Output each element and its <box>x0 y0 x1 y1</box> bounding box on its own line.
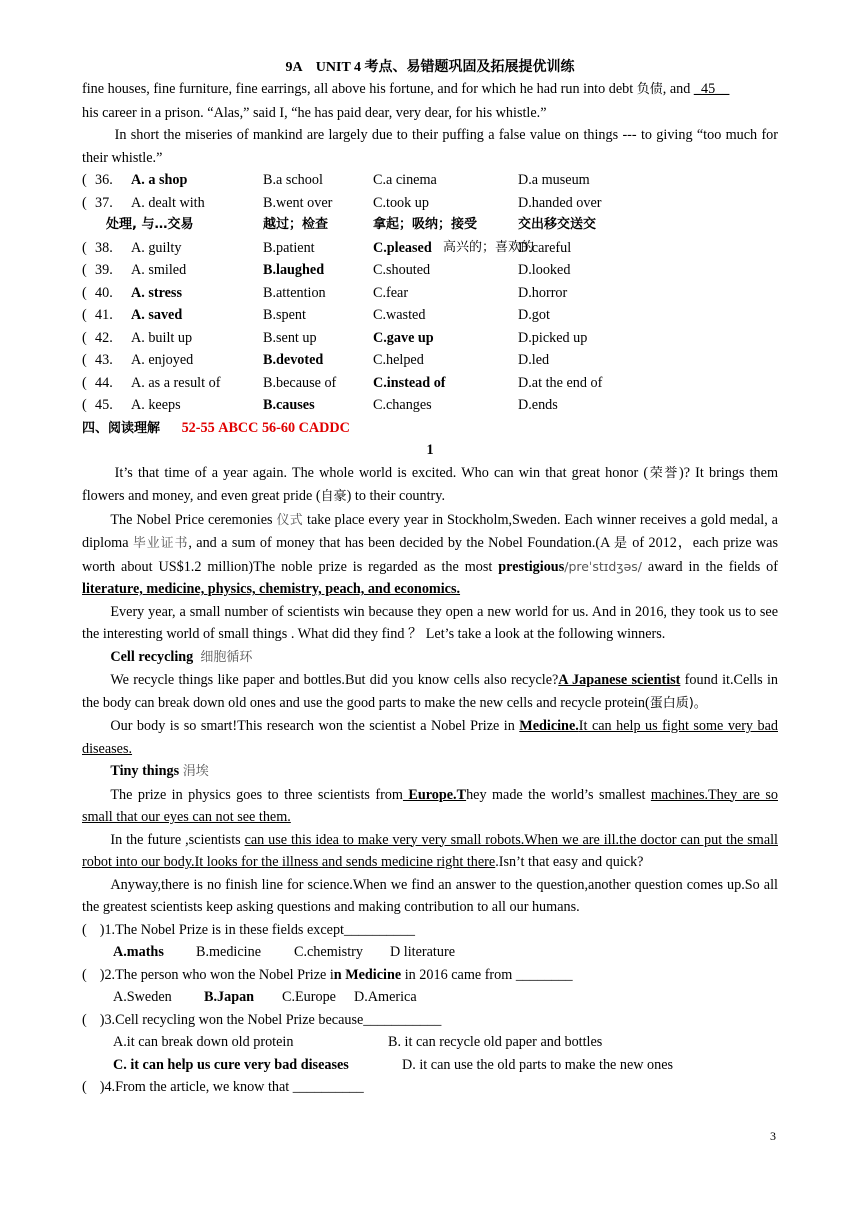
option-d: D.picked up <box>518 329 588 346</box>
cloze-question <box>82 282 778 305</box>
intro-line-2: his career in a prison. “Alas,” said I, “he has paid dear, very dear, for his whistle.” <box>82 104 547 121</box>
passage-number: 1 <box>426 442 434 458</box>
passage-paragraph-6: The prize in physics goes to three scientists from Europe.They made the world’s smallest machines.They are so small that our eyes can not see them. <box>82 786 778 825</box>
passage-paragraph-2: The Nobel Price ceremonies 仪式 take place every year in Stockholm,Sweden. Each winner receives a gold medal, a diploma 毕业证书, and a sum of money that has been decided by the Nobel Foundation.(A 是 of 2012，each prize was worth about US$1.2 million)The noble prize is regarded as the most prestigious/preˈstɪdʒəs/ award in the fields of literature, medicine, physics, chemistry, peach, and economics. <box>82 511 778 597</box>
option-c: C.shouted <box>373 262 431 278</box>
option-note: 高兴的；喜欢的 <box>443 239 535 255</box>
option-d: D.horror <box>518 284 568 301</box>
question-1-options: A.maths B.medicine C.chemistry D literature <box>113 944 455 960</box>
cloze-37-notes <box>82 214 778 237</box>
page-number: 3 <box>770 1129 776 1143</box>
answer-key: 52-55 ABCC 56-60 CADDC <box>181 419 350 436</box>
note-d: 交出移交送交 <box>518 217 597 232</box>
question-number: 36. <box>95 172 113 188</box>
option-b: B.spent <box>263 307 306 323</box>
note-b: 越过；检查 <box>263 217 329 232</box>
option-a: A. stress <box>131 284 182 301</box>
heading-cell-recycling: Cell recycling 细胞循环 <box>110 648 253 665</box>
question-number: 42. <box>95 329 113 346</box>
question-number: 40. <box>95 284 113 301</box>
option-b: B.attention <box>263 284 326 301</box>
question-3-options-1: A.it can break down old protein B. it can recycle old paper and bottles <box>113 1034 603 1050</box>
answer-paren: ( <box>82 352 87 368</box>
option-b: B.went over <box>263 194 333 211</box>
option-a: A. smiled <box>131 262 187 278</box>
answer-paren: ( <box>82 374 87 391</box>
question-2: ( )2.The person who won the Nobel Prize in Medicine in 2016 came from ________ <box>82 966 573 983</box>
passage-paragraph-7: In the future ,scientists can use this idea to make very very small robots.When we are ill.the doctor can put the small robot into our body.It looks for the illness and sends medicine right there.Isn’t that easy and quick? <box>82 831 778 870</box>
answer-paren: ( <box>82 262 87 278</box>
intro-line-1: fine houses, fine furniture, fine earrings, all above his fortune, and for which he had run into debt 负债, and _45__ <box>82 81 730 97</box>
option-a: A. guilty <box>131 239 182 256</box>
option-a: A. as a result of <box>131 374 221 391</box>
option-a: A. dealt with <box>131 194 205 211</box>
passage-paragraph-8: Anyway,there is no finish line for science.When we find an answer to the question,another question comes up.So all the greatest scientists keep asking questions and making contribution to all our humans. <box>82 876 778 915</box>
passage-paragraph-1: It’s that time of a year again. The whole world is excited. Who can win that great honor (荣誉)? It brings them flowers and money, and even great pride (自豪) to their country. <box>82 464 778 504</box>
option-a: A. saved <box>131 307 183 323</box>
question-number: 44. <box>95 374 113 391</box>
question-number: 37. <box>95 194 113 211</box>
option-d: D.got <box>518 307 550 323</box>
heading-tiny-things: Tiny things 涓埃 <box>110 763 209 779</box>
question-number: 45. <box>95 397 113 413</box>
answer-paren: ( <box>82 397 87 413</box>
option-b: B.a school <box>263 172 323 188</box>
answer-paren: ( <box>82 239 87 256</box>
option-b: B.patient <box>263 239 315 256</box>
section-header: 四、阅读理解 52-55 ABCC 56-60 CADDC <box>82 419 350 436</box>
question-number: 39. <box>95 262 113 278</box>
cloze-question <box>82 169 778 192</box>
passage-paragraph-5: Our body is so smart!This research won the scientist a Nobel Prize in Medicine.It can help us fight some very bad diseases. <box>82 718 778 757</box>
document-page <box>82 58 778 1099</box>
passage-paragraph-3: Every year, a small number of scientists win because they open a new world for us. And in 2016, they took us to see the interesting world of small things . What did they find ？ Let’s take a look at the following winners. <box>82 603 778 642</box>
cloze-question <box>82 349 778 372</box>
page-title: 9A UNIT 4 考点、易错题巩固及拓展提优训练 <box>285 60 575 75</box>
question-number: 43. <box>95 352 113 368</box>
answer-blank-45: _45__ <box>693 81 730 97</box>
option-b: B.because of <box>263 374 337 391</box>
option-d: D.a museum <box>518 172 590 188</box>
question-1: ( )1.The Nobel Prize is in these fields except__________ <box>82 921 415 938</box>
question-number: 38. <box>95 239 113 256</box>
option-a: A. a shop <box>131 172 188 188</box>
option-d: D.at the end of <box>518 374 603 391</box>
intro-paragraph-2: In short the miseries of mankind are largely due to their puffing a false value on things --- to giving “too much for their whistle.” <box>82 127 778 166</box>
cloze-question <box>82 304 778 327</box>
answer-paren: ( <box>82 284 87 301</box>
option-d: D.led <box>518 352 550 368</box>
question-number: 41. <box>95 307 113 323</box>
option-c: C.took up <box>373 194 429 211</box>
note-a: 处理, 与…交易 <box>106 217 194 232</box>
question-4: ( )4.From the article, we know that __________ <box>82 1079 364 1095</box>
option-b: B.devoted <box>263 352 324 368</box>
option-d: D.looked <box>518 262 571 278</box>
option-a: A. enjoyed <box>131 352 194 368</box>
option-b: B.laughed <box>263 262 325 278</box>
option-c: C.gave up <box>373 329 434 346</box>
answer-paren: ( <box>82 329 87 346</box>
question-3: ( )3.Cell recycling won the Nobel Prize because___________ <box>82 1011 442 1028</box>
option-c: C.fear <box>373 284 409 301</box>
option-c: C.a cinema <box>373 172 437 188</box>
cloze-question <box>82 327 778 350</box>
cloze-options <box>82 169 778 417</box>
option-d: D.handed over <box>518 194 602 211</box>
answer-paren: ( <box>82 307 87 323</box>
cloze-question <box>82 394 778 417</box>
option-d: D.ends <box>518 397 558 413</box>
question-2-options: A.Sweden B.Japan C.Europe D.America <box>113 989 417 1005</box>
cloze-question <box>82 259 778 282</box>
answer-paren: ( <box>82 172 87 188</box>
option-c: C.helped <box>373 352 424 368</box>
option-b: B.causes <box>263 397 315 413</box>
cloze-question <box>82 192 778 215</box>
option-c: C.pleased <box>373 239 432 256</box>
prize-fields: literature, medicine, physics, chemistry, peach, and economics. <box>82 581 461 597</box>
question-3-options-2: C. it can help us cure very bad diseases D. it can use the old parts to make the new ones <box>113 1056 674 1073</box>
note-c: 拿起；吸纳；接受 <box>373 217 478 232</box>
passage-paragraph-4: We recycle things like paper and bottles.But did you know cells also recycle?A Japanese scientist found it.Cells in the body can break down old ones and use the good parts to make the new cells and recycle protein(蛋白质)。 <box>82 672 779 711</box>
option-a: A. built up <box>131 329 193 346</box>
option-b: B.sent up <box>263 329 317 346</box>
option-c: C.wasted <box>373 307 426 323</box>
option-c: C.instead of <box>373 374 446 391</box>
answer-paren: ( <box>82 194 87 211</box>
cloze-question <box>82 372 778 395</box>
cloze-question <box>82 237 778 260</box>
option-a: A. keeps <box>131 397 181 413</box>
option-c: C.changes <box>373 397 432 413</box>
option-d: D.careful <box>518 239 572 256</box>
